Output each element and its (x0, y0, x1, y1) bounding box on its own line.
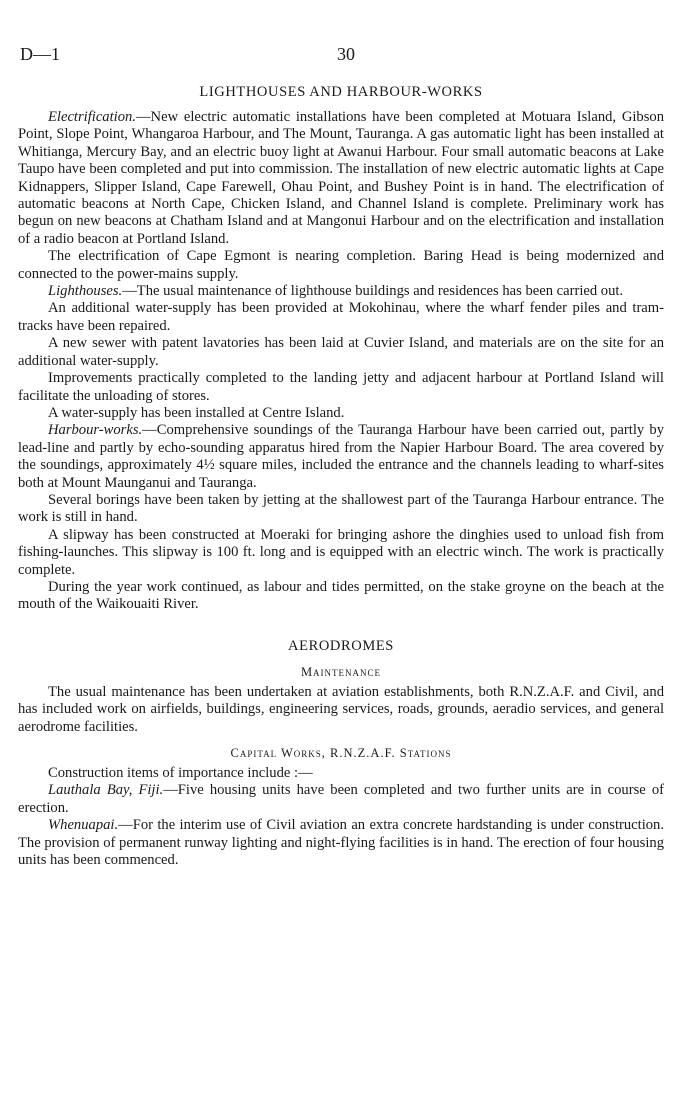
subheading-capital-works: Capital Works, R.N.Z.A.F. Stations (230, 746, 452, 760)
paragraph: A slipway has been constructed at Moeraki for bringing ashore the dinghies used to unload fish from fishing-launches. This slipway is 100 ft. long and is equipped with an electric winch. The work is practically complete. (18, 526, 664, 578)
paragraph: During the year work continued, as labour and tides permitted, on the stake groyne on the beach at the mouth of the Waikouaiti River. (18, 578, 664, 613)
paragraph: Lighthouses.—The usual maintenance of lighthouse buildings and residences has been carried out. (48, 283, 624, 300)
page-header (18, 44, 664, 72)
paragraph: Improvements practically completed to the landing jetty and adjacent harbour at Portland Island will facilitate the unloading of stores. (18, 370, 664, 404)
paragraph: Several borings have been taken by jetting at the shallowest part of the Tauranga Harbour entrance. The work is still in hand. (18, 491, 664, 526)
paragraph: Harbour-works.—Comprehensive soundings of the Tauranga Harbour have been carried out, partly by lead-line and partly by echo-sounding apparatus hired from the Napier Harbour Board. The area covered by the soundings, approximately 4½ square miles, included the entrance and the channels leading to wharf-sites both at Mount Maunganui and Tauranga. (18, 422, 664, 491)
section-heading-lighthouses: LIGHTHOUSES AND HARBOUR-WORKS (199, 84, 483, 100)
paragraph: Construction items of importance include :— (48, 765, 313, 781)
section-heading-aerodromes: AERODROMES (288, 637, 394, 654)
paragraph: Electrification.—New electric automatic installations have been completed at Motuara Island, Gibson Point, Slope Point, Whangaroa Harbour, and The Mount, Tauranga. A gas automatic light has been installed at Whitianga, Mercury Bay, and an electric buoy light at Awanui Harbour. Four small automatic beacons at Lake Taupo have been completed and put into commission. The installation of new electric automatic lights at Cape Kidnappers, Slipper Island, Cape Farewell, Ohau Point, and Bushey Point is in hand. The electrification of automatic beacons at North Cape, Chicken Island, and Channel Island is complete. Preliminary work has begun on new beacons at Chatham Island and at Mangonui Harbour and on the electrification and installation of a radio beacon at Portland Island. (18, 109, 664, 247)
paragraph: An additional water-supply has been provided at Mokohinau, where the wharf fender piles and tram-tracks have been repaired. (18, 300, 664, 334)
paragraph: Whenuapai.—For the interim use of Civil aviation an extra concrete hardstanding is under construction. The provision of permanent runway lighting and night-flying facilities is in hand. The erection of four housing units has been commenced. (18, 817, 664, 869)
paragraph: Lauthala Bay, Fiji.—Five housing units have been completed and two further units are in course of erection. (18, 782, 665, 816)
paragraph: The electrification of Cape Egmont is nearing completion. Baring Head is being modernized and connected to the power-mains supply. (18, 248, 664, 282)
subheading-maintenance: Maintenance (300, 664, 382, 679)
paragraph: A new sewer with patent lavatories has been laid at Cuvier Island, and materials are on the site for an additional water-supply. (18, 335, 664, 369)
paragraph: A water-supply has been installed at Centre Island. (48, 404, 345, 421)
document-code: D—1 (20, 44, 60, 64)
page-number: 30 (337, 44, 355, 64)
paragraph: The usual maintenance has been undertaken at aviation establishments, both R.N.Z.A.F. and Civil, and has included work on airfields, buildings, engineering services, roads, grounds, aeradio services, and general aerodrome facilities. (18, 683, 664, 735)
